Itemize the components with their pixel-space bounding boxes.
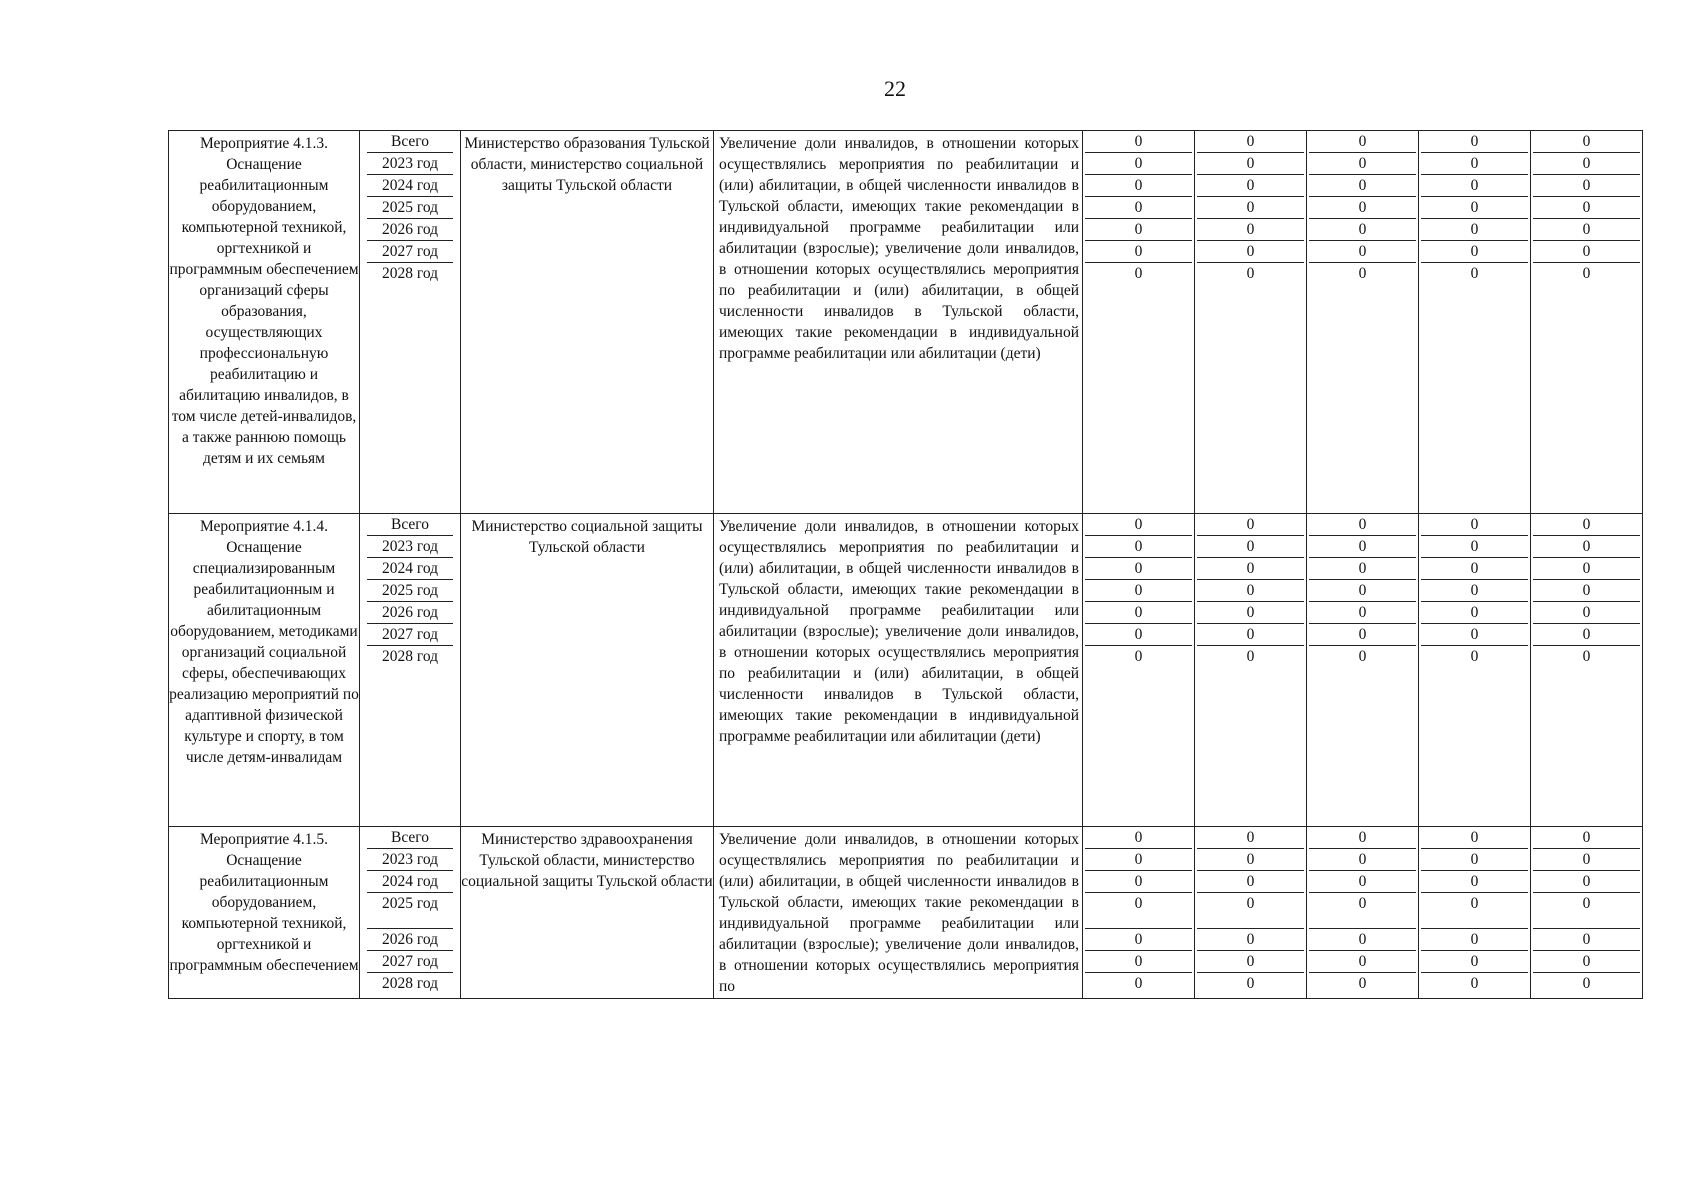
value-item: 0 [1309, 827, 1416, 849]
value-item: 0 [1533, 197, 1640, 219]
years-cell [360, 514, 461, 827]
value-item: 0 [1533, 514, 1640, 536]
measure-name: Мероприятие 4.1.5. Оснащение реабилитационным оборудованием, компьютерной техникой, оргтехникой и программным обеспечением [169, 827, 360, 999]
value-item: 0 [1085, 131, 1192, 153]
value-cell [1531, 514, 1643, 827]
value-item: 0 [1197, 131, 1304, 153]
value-item: 0 [1197, 558, 1304, 580]
value-item: 0 [1085, 536, 1192, 558]
value-item: 0 [1309, 871, 1416, 893]
value-item: 0 [1085, 929, 1192, 951]
value-cell [1419, 514, 1531, 827]
value-item: 0 [1085, 197, 1192, 219]
value-item: 0 [1085, 175, 1192, 197]
table-row [169, 514, 1643, 827]
year-label: 2027 год [367, 951, 453, 973]
value-item: 0 [1421, 624, 1528, 646]
value-item: 0 [1533, 175, 1640, 197]
value-item: 0 [1421, 558, 1528, 580]
value-cell [1083, 131, 1195, 514]
value-item: 0 [1533, 536, 1640, 558]
value-item: 0 [1582, 975, 1591, 992]
value-item: 0 [1085, 849, 1192, 871]
value-item: 0 [1309, 929, 1416, 951]
value-item: 0 [1085, 871, 1192, 893]
value-item: 0 [1421, 241, 1528, 263]
year-label: 2025 год [367, 893, 453, 929]
value-item: 0 [1533, 871, 1640, 893]
value-item: 0 [1197, 929, 1304, 951]
value-cell [1195, 514, 1307, 827]
value-item: 0 [1197, 536, 1304, 558]
year-label: Всего [367, 514, 453, 536]
value-item: 0 [1309, 849, 1416, 871]
year-label: 2024 год [367, 871, 453, 893]
value-cell [1419, 827, 1531, 999]
value-item: 0 [1085, 951, 1192, 973]
value-item: 0 [1421, 849, 1528, 871]
value-item: 0 [1533, 827, 1640, 849]
value-cell [1531, 827, 1643, 999]
value-item: 0 [1533, 558, 1640, 580]
value-item: 0 [1197, 827, 1304, 849]
executor-cell: Министерство образования Тульской области, министерство социальной защиты Тульской области [461, 131, 714, 514]
page-number: 22 [884, 76, 906, 101]
value-item: 0 [1197, 893, 1304, 929]
indicator-text: Увеличение доли инвалидов, в отношении которых осуществлялись мероприятия по реабилитации и (или) абилитации, в общей численности инвалидов в Тульской области, имеющих такие рекомендации в индивидуальной программе реабилитации или абилитации (взрослые); увеличение доли инвалидов, в отношении которых осуществлялись мероприятия по реабилитации и (или) абилитации, в общей численности инвалидов в Тульской области, имеющих такие рекомендации в индивидуальной программе реабилитации или абилитации (дети) [719, 135, 1079, 362]
value-item: 0 [1358, 265, 1367, 282]
value-item: 0 [1309, 153, 1416, 175]
year-label: 2028 год [381, 265, 439, 282]
year-label: 2023 год [367, 536, 453, 558]
years-cell [360, 827, 461, 999]
value-item: 0 [1085, 602, 1192, 624]
year-label: 2023 год [367, 849, 453, 871]
value-item: 0 [1470, 265, 1479, 282]
value-item: 0 [1533, 131, 1640, 153]
value-item: 0 [1421, 951, 1528, 973]
value-item: 0 [1085, 893, 1192, 929]
measure-name: Мероприятие 4.1.3. Оснащение реабилитационным оборудованием, компьютерной техникой, оргтехникой и программным обеспечением организаций сферы образования, осуществляющих профессиональную реабилитацию и абилитацию инвалидов, в том числе детей-инвалидов, а также раннюю помощь детям и их семьям [169, 131, 360, 514]
table-row [169, 131, 1643, 514]
value-item: 0 [1197, 602, 1304, 624]
value-item: 0 [1134, 648, 1143, 665]
value-item: 0 [1134, 265, 1143, 282]
value-item: 0 [1421, 153, 1528, 175]
value-item: 0 [1421, 175, 1528, 197]
value-item: 0 [1246, 975, 1255, 992]
value-item: 0 [1085, 514, 1192, 536]
value-cell [1307, 514, 1419, 827]
year-label: 2027 год [367, 241, 453, 263]
executor-cell: Министерство здравоохранения Тульской области, министерство социальной защиты Тульской области [461, 827, 714, 999]
value-item: 0 [1309, 602, 1416, 624]
year-label: 2026 год [367, 602, 453, 624]
value-item: 0 [1533, 951, 1640, 973]
value-item: 0 [1309, 219, 1416, 241]
value-cell [1307, 131, 1419, 514]
value-item: 0 [1582, 648, 1591, 665]
year-label: 2028 год [381, 648, 439, 665]
value-item: 0 [1533, 153, 1640, 175]
value-item: 0 [1085, 580, 1192, 602]
value-item: 0 [1470, 648, 1479, 665]
value-item: 0 [1533, 241, 1640, 263]
value-cell [1195, 131, 1307, 514]
year-label: 2026 год [367, 929, 453, 951]
value-item: 0 [1309, 175, 1416, 197]
value-cell [1083, 827, 1195, 999]
value-item: 0 [1309, 514, 1416, 536]
value-item: 0 [1246, 648, 1255, 665]
year-label: 2028 год [381, 975, 439, 992]
value-item: 0 [1309, 893, 1416, 929]
program-table [168, 130, 1643, 999]
value-item: 0 [1421, 929, 1528, 951]
value-item: 0 [1197, 197, 1304, 219]
value-cell [1083, 514, 1195, 827]
indicator-text: Увеличение доли инвалидов, в отношении которых осуществлялись мероприятия по реабилитации и (или) абилитации, в общей численности инвалидов в Тульской области, имеющих такие рекомендации в индивидуальной программе реабилитации или абилитации (взрослые); увеличение доли инвалидов, в отношении которых осуществлялись мероприятия по [719, 831, 1079, 995]
value-item: 0 [1085, 624, 1192, 646]
value-item: 0 [1197, 849, 1304, 871]
value-item: 0 [1421, 536, 1528, 558]
value-item: 0 [1533, 929, 1640, 951]
year-label: 2025 год [367, 580, 453, 602]
value-item: 0 [1085, 219, 1192, 241]
value-item: 0 [1085, 241, 1192, 263]
indicator-cell [714, 827, 1083, 999]
value-item: 0 [1085, 558, 1192, 580]
value-item: 0 [1421, 871, 1528, 893]
value-item: 0 [1421, 893, 1528, 929]
value-item: 0 [1309, 624, 1416, 646]
value-item: 0 [1421, 514, 1528, 536]
value-item: 0 [1421, 580, 1528, 602]
value-item: 0 [1134, 975, 1143, 992]
value-item: 0 [1197, 580, 1304, 602]
year-label: 2023 год [367, 153, 453, 175]
value-item: 0 [1197, 241, 1304, 263]
year-label: 2027 год [367, 624, 453, 646]
value-item: 0 [1358, 975, 1367, 992]
value-item: 0 [1533, 602, 1640, 624]
value-item: 0 [1309, 951, 1416, 973]
value-item: 0 [1533, 893, 1640, 929]
value-item: 0 [1197, 153, 1304, 175]
indicator-cell [714, 514, 1083, 827]
value-item: 0 [1470, 975, 1479, 992]
value-item: 0 [1309, 197, 1416, 219]
value-item: 0 [1421, 602, 1528, 624]
value-item: 0 [1309, 558, 1416, 580]
value-item: 0 [1309, 241, 1416, 263]
value-item: 0 [1197, 219, 1304, 241]
value-cell [1307, 827, 1419, 999]
indicator-cell [714, 131, 1083, 514]
value-item: 0 [1197, 514, 1304, 536]
value-item: 0 [1197, 624, 1304, 646]
value-item: 0 [1533, 580, 1640, 602]
value-item: 0 [1421, 219, 1528, 241]
table-row [169, 827, 1643, 999]
measure-name: Мероприятие 4.1.4. Оснащение специализированным реабилитационным и абилитационным оборудованием, методиками организаций социальной сферы, обеспечивающих реализацию мероприятий по адаптивной физической культуре и спорту, в том числе детям-инвалидам [169, 514, 360, 827]
value-item: 0 [1309, 131, 1416, 153]
value-item: 0 [1309, 536, 1416, 558]
value-item: 0 [1421, 197, 1528, 219]
value-item: 0 [1246, 265, 1255, 282]
value-item: 0 [1197, 951, 1304, 973]
year-label: 2024 год [367, 558, 453, 580]
value-item: 0 [1421, 131, 1528, 153]
value-item: 0 [1533, 849, 1640, 871]
year-label: 2026 год [367, 219, 453, 241]
value-item: 0 [1085, 827, 1192, 849]
value-item: 0 [1533, 219, 1640, 241]
value-item: 0 [1421, 827, 1528, 849]
value-item: 0 [1085, 153, 1192, 175]
value-cell [1419, 131, 1531, 514]
indicator-text: Увеличение доли инвалидов, в отношении которых осуществлялись мероприятия по реабилитации и (или) абилитации, в общей численности инвалидов в Тульской области, имеющих такие рекомендации в индивидуальной программе реабилитации или абилитации (взрослые); увеличение доли инвалидов, в отношении которых осуществлялись мероприятия по реабилитации и (или) абилитации, в общей численности инвалидов в Тульской области, имеющих такие рекомендации в индивидуальной программе реабилитации или абилитации (дети) [719, 518, 1079, 745]
value-cell [1195, 827, 1307, 999]
years-cell [360, 131, 461, 514]
value-item: 0 [1582, 265, 1591, 282]
year-label: 2024 год [367, 175, 453, 197]
value-cell [1531, 131, 1643, 514]
year-label: Всего [367, 131, 453, 153]
value-item: 0 [1309, 580, 1416, 602]
value-item: 0 [1358, 648, 1367, 665]
value-item: 0 [1533, 624, 1640, 646]
value-item: 0 [1197, 175, 1304, 197]
year-label: 2025 год [367, 197, 453, 219]
year-label: Всего [367, 827, 453, 849]
value-item: 0 [1197, 871, 1304, 893]
executor-cell: Министерство социальной защиты Тульской области [461, 514, 714, 827]
